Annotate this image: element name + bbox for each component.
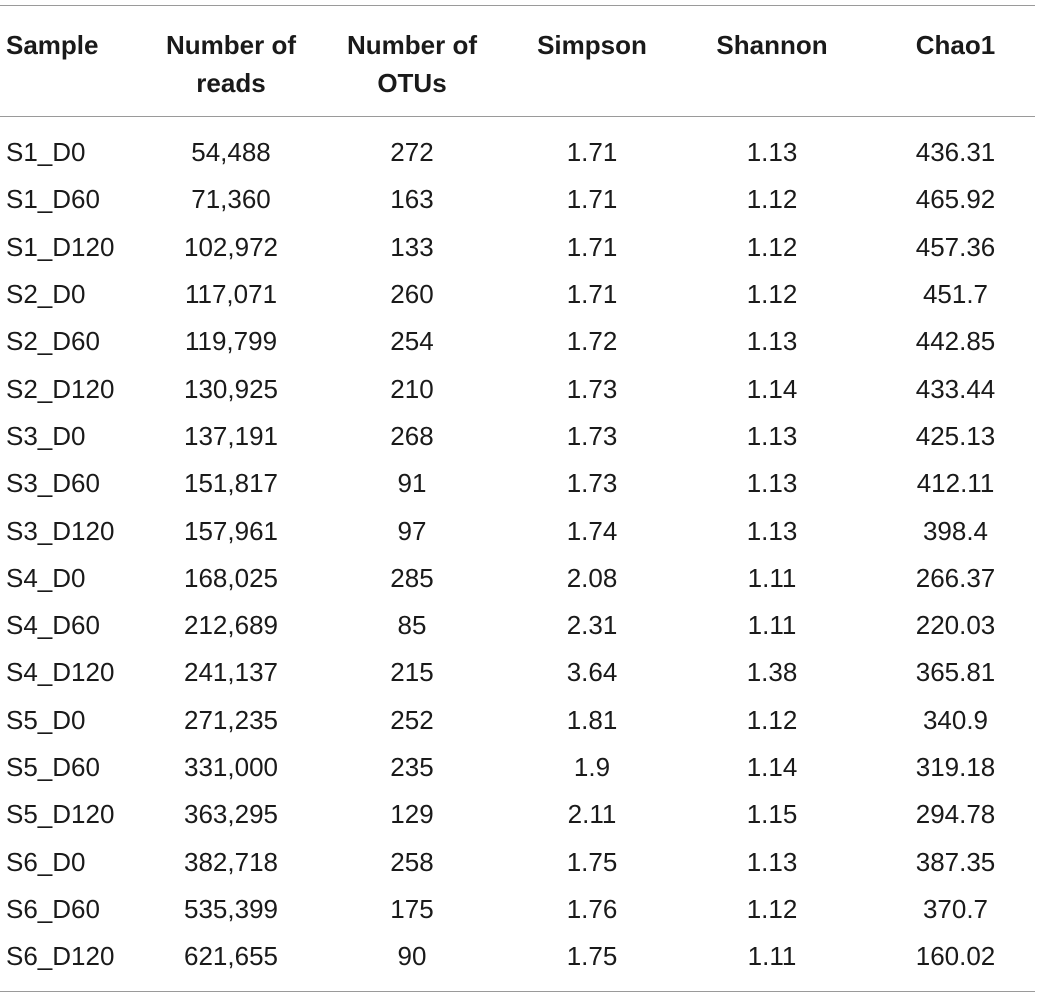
cell-chao1: 451.7	[922, 279, 989, 310]
cell-sample: S6_D60	[6, 893, 100, 924]
cell-shannon: 1.12	[746, 279, 798, 310]
cell-reads: 157,961	[184, 515, 278, 546]
cell-reads: 137,191	[184, 420, 278, 451]
cell-chao1: 387.35	[915, 846, 996, 877]
header-number-of-reads: Number of reads	[166, 30, 296, 98]
cell-simpson: 1.74	[566, 515, 618, 546]
table-row	[0, 365, 1039, 412]
cell-chao1: 370.7	[922, 893, 989, 924]
header-shannon: Shannon	[716, 30, 828, 60]
cell-sample: S2_D60	[6, 326, 100, 357]
cell-shannon: 1.13	[746, 846, 798, 877]
cell-otus: 163	[390, 184, 434, 215]
cell-shannon: 1.13	[746, 468, 798, 499]
cell-otus: 133	[390, 231, 434, 262]
cell-reads: 271,235	[184, 704, 278, 735]
cell-sample: S3_D0	[6, 420, 86, 451]
table-row	[0, 649, 1039, 696]
table-row	[0, 176, 1039, 223]
cell-otus: 215	[390, 657, 434, 688]
cell-sample: S5_D60	[6, 752, 100, 782]
header-sample: Sample	[6, 30, 99, 60]
cell-otus: 235	[390, 752, 434, 782]
cell-simpson: 1.75	[566, 846, 618, 877]
cell-chao1: 457.36	[915, 231, 996, 262]
cell-reads: 363,295	[184, 799, 278, 830]
cell-sample: S3_D60	[6, 468, 100, 499]
table-row	[0, 886, 1039, 933]
cell-otus: 175	[390, 893, 434, 924]
cell-reads: 102,972	[184, 231, 278, 262]
cell-reads: 212,689	[184, 610, 278, 641]
cell-sample: S3_D120	[6, 515, 115, 546]
cell-shannon: 1.13	[746, 137, 798, 168]
cell-otus: 252	[390, 704, 434, 735]
cell-sample: S2_D0	[6, 279, 86, 310]
table-row	[0, 602, 1039, 649]
table-row	[0, 507, 1039, 554]
cell-reads: 119,799	[184, 326, 278, 357]
cell-sample: S1_D0	[6, 137, 86, 168]
cell-otus: 129	[390, 799, 434, 830]
cell-sample: S2_D120	[6, 373, 115, 404]
cell-simpson: 2.31	[566, 610, 618, 641]
cell-shannon: 1.13	[746, 326, 798, 357]
cell-reads: 151,817	[184, 468, 278, 499]
cell-chao1: 425.13	[915, 420, 996, 451]
cell-reads: 168,025	[184, 562, 278, 593]
table-body	[0, 117, 1039, 980]
cell-simpson: 1.81	[566, 704, 618, 735]
cell-otus: 91	[397, 468, 427, 499]
table-row	[0, 117, 1039, 176]
cell-sample: S1_D60	[6, 184, 100, 215]
cell-chao1: 220.03	[915, 610, 996, 641]
table-row	[0, 791, 1039, 838]
cell-simpson: 1.73	[566, 468, 618, 499]
cell-otus: 268	[390, 420, 434, 451]
cell-sample: S6_D120	[6, 941, 115, 972]
cell-reads: 117,071	[184, 279, 278, 310]
cell-chao1: 266.37	[915, 562, 996, 593]
cell-chao1: 340.9	[922, 704, 989, 735]
cell-simpson: 1.73	[566, 373, 618, 404]
cell-reads: 54,488	[191, 137, 271, 168]
cell-shannon: 1.12	[746, 231, 798, 262]
cell-sample: S4_D60	[6, 610, 100, 641]
cell-chao1: 442.85	[915, 326, 996, 357]
cell-simpson: 1.9	[573, 752, 611, 782]
cell-chao1: 160.02	[915, 941, 996, 972]
cell-chao1: 465.92	[915, 184, 996, 215]
cell-otus: 260	[390, 279, 434, 310]
header-number-of-otus: Number of OTUs	[347, 30, 477, 98]
cell-shannon: 1.15	[746, 799, 798, 830]
cell-reads: 621,655	[184, 941, 278, 972]
cell-sample: S4_D0	[6, 562, 86, 593]
cell-shannon: 1.12	[746, 893, 798, 924]
cell-shannon: 1.11	[747, 562, 797, 593]
cell-simpson: 1.71	[566, 137, 618, 168]
cell-sample: S5_D0	[6, 704, 86, 735]
cell-reads: 331,000	[184, 752, 278, 782]
cell-otus: 90	[397, 941, 427, 972]
cell-simpson: 1.71	[566, 279, 618, 310]
cell-simpson: 1.71	[566, 184, 618, 215]
cell-shannon: 1.14	[746, 373, 798, 404]
table-row	[0, 413, 1039, 460]
cell-otus: 258	[390, 846, 434, 877]
cell-simpson: 1.76	[566, 893, 618, 924]
table-row	[0, 271, 1039, 318]
cell-chao1: 319.18	[915, 752, 996, 782]
cell-shannon: 1.13	[746, 420, 798, 451]
cell-reads: 241,137	[184, 657, 278, 688]
cell-sample: S5_D120	[6, 799, 115, 830]
cell-simpson: 2.08	[566, 562, 618, 593]
cell-sample: S6_D0	[6, 846, 86, 877]
cell-otus: 254	[390, 326, 434, 357]
header-row	[0, 0, 1039, 117]
table-row	[0, 460, 1039, 507]
cell-sample: S4_D120	[6, 657, 115, 688]
cell-otus: 85	[397, 610, 427, 641]
table-row	[0, 838, 1039, 885]
cell-simpson: 1.71	[566, 231, 618, 262]
cell-simpson: 1.73	[566, 420, 618, 451]
table-row	[0, 224, 1039, 271]
cell-simpson: 1.72	[566, 326, 618, 357]
cell-reads: 130,925	[184, 373, 278, 404]
cell-shannon: 1.12	[746, 704, 798, 735]
cell-shannon: 1.13	[746, 515, 798, 546]
table-row	[0, 555, 1039, 602]
cell-chao1: 433.44	[915, 373, 996, 404]
header-chao1: Chao1	[915, 30, 996, 60]
cell-shannon: 1.12	[746, 184, 798, 215]
cell-simpson: 3.64	[566, 657, 618, 688]
cell-shannon: 1.38	[746, 657, 798, 688]
cell-otus: 97	[397, 515, 427, 546]
cell-shannon: 1.11	[747, 941, 797, 972]
cell-chao1: 294.78	[915, 799, 996, 830]
cell-otus: 210	[390, 373, 434, 404]
cell-chao1: 436.31	[915, 137, 996, 168]
cell-reads: 535,399	[184, 893, 278, 924]
cell-reads: 71,360	[191, 184, 271, 215]
table-row	[0, 933, 1039, 980]
cell-simpson: 2.11	[567, 799, 617, 830]
cell-chao1: 398.4	[922, 515, 989, 546]
table-row	[0, 744, 1039, 791]
table-row	[0, 697, 1039, 744]
cell-shannon: 1.14	[746, 752, 798, 782]
cell-shannon: 1.11	[747, 610, 797, 641]
cell-otus: 285	[390, 562, 434, 593]
cell-sample: S1_D120	[6, 231, 115, 262]
cell-reads: 382,718	[184, 846, 278, 877]
cell-otus: 272	[390, 137, 434, 168]
cell-simpson: 1.75	[566, 941, 618, 972]
cell-chao1: 412.11	[916, 468, 995, 499]
bottom-rule	[0, 991, 1035, 992]
table-row	[0, 318, 1039, 365]
header-simpson: Simpson	[537, 30, 647, 60]
cell-chao1: 365.81	[915, 657, 996, 688]
